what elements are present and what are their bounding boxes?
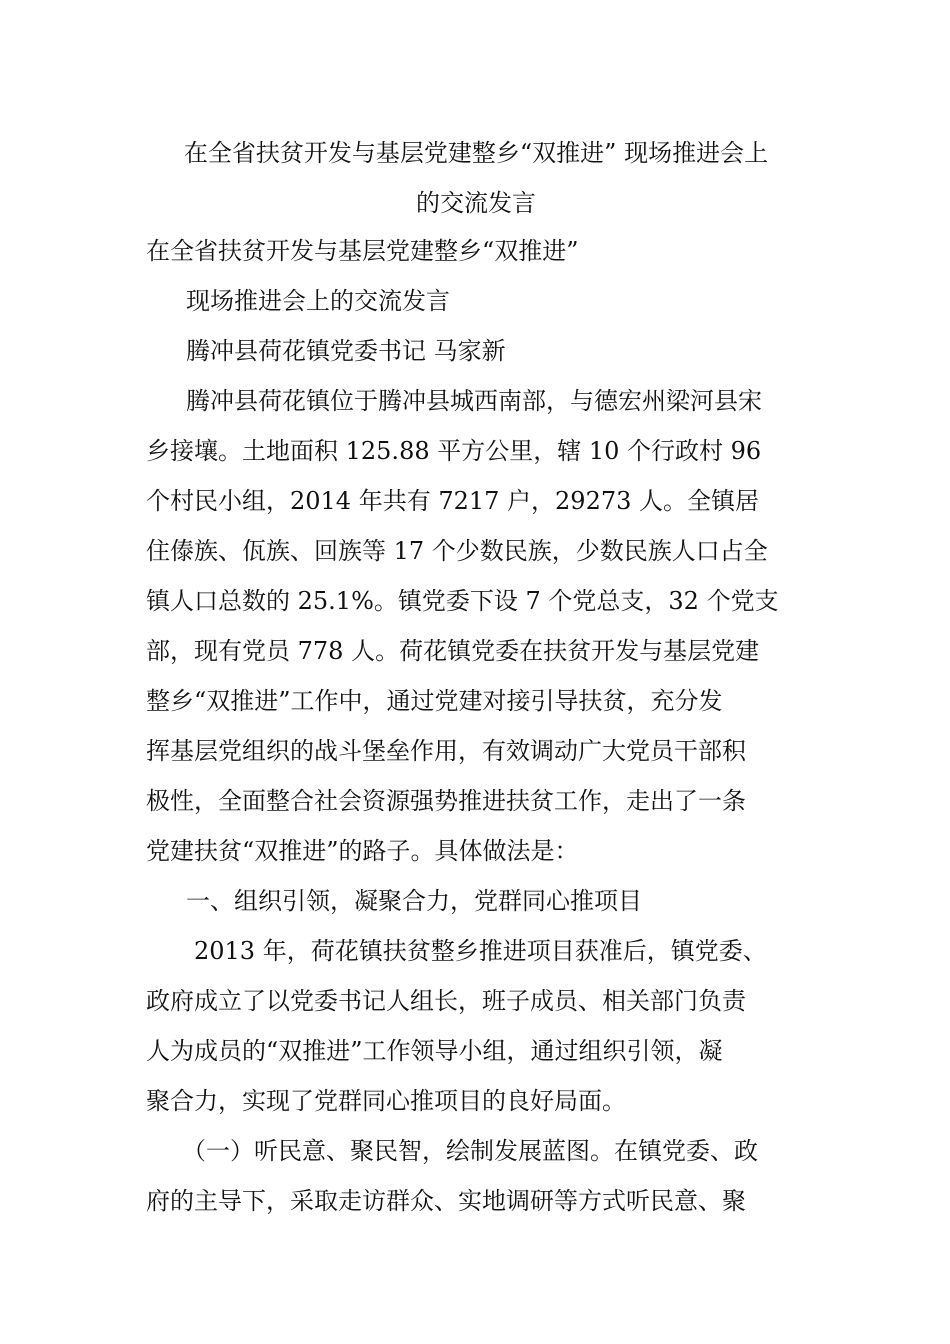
author-line: 腾冲县荷花镇党委书记 马家新 [186,337,506,365]
paragraph-line: 聚合力，实现了党群同心推项目的良好局面。 [146,1087,626,1115]
paragraph-line: 党建扶贫“双推进”的路子。具体做法是： [146,837,579,865]
paragraph-line: 腾冲县荷花镇位于腾冲县城西南部，与德宏州梁河县宋 [186,387,762,415]
section-heading: 一、组织引领，凝聚合力，党群同心推项目 [186,887,642,915]
paragraph-line: 2013 年，荷花镇扶贫整乡推进项目获准后，镇党委、 [194,937,767,965]
paragraph-line: （一）听民意、聚民智，绘制发展蓝图。在镇党委、政 [182,1137,758,1165]
paragraph-line: 政府成立了以党委书记人组长，班子成员、相关部门负责 [146,987,746,1015]
paragraph-line: 挥基层党组织的战斗堡垒作用，有效调动广大党员干部积 [146,737,746,765]
document-body [146,226,808,1226]
paragraph-line: 住傣族、佤族、回族等 17 个少数民族，少数民族人口占全 [146,537,768,565]
document-title [146,128,806,228]
paragraph-line: 镇人口总数的 25.1%。镇党委下设 7 个党总支，32 个党支 [146,587,779,615]
paragraph-line: 个村民小组，2014 年共有 7217 户，29273 人。全镇居 [146,487,760,515]
paragraph-line: 部，现有党员 778 人。荷花镇党委在扶贫开发与基层党建 [146,637,760,665]
paragraph-line: 整乡“双推进”工作中，通过党建对接引导扶贫，充分发 [146,687,723,715]
heading-subline: 现场推进会上的交流发言 [186,287,450,315]
title-line-2: 的交流发言 [416,189,536,217]
paragraph-line: 极性，全面整合社会资源强势推进扶贫工作，走出了一条 [146,787,746,815]
heading-line: 在全省扶贫开发与基层党建整乡“双推进” [146,237,579,265]
paragraph-line: 人为成员的“双推进”工作领导小组，通过组织引领，凝 [146,1037,723,1065]
paragraph-line: 乡接壤。土地面积 125.88 平方公里，辖 10 个行政村 96 [146,437,762,465]
paragraph-line: 府的主导下，采取走访群众、实地调研等方式听民意、聚 [146,1187,746,1215]
title-line-1: 在全省扶贫开发与基层党建整乡“双推进” 现场推进会上 [183,139,769,167]
